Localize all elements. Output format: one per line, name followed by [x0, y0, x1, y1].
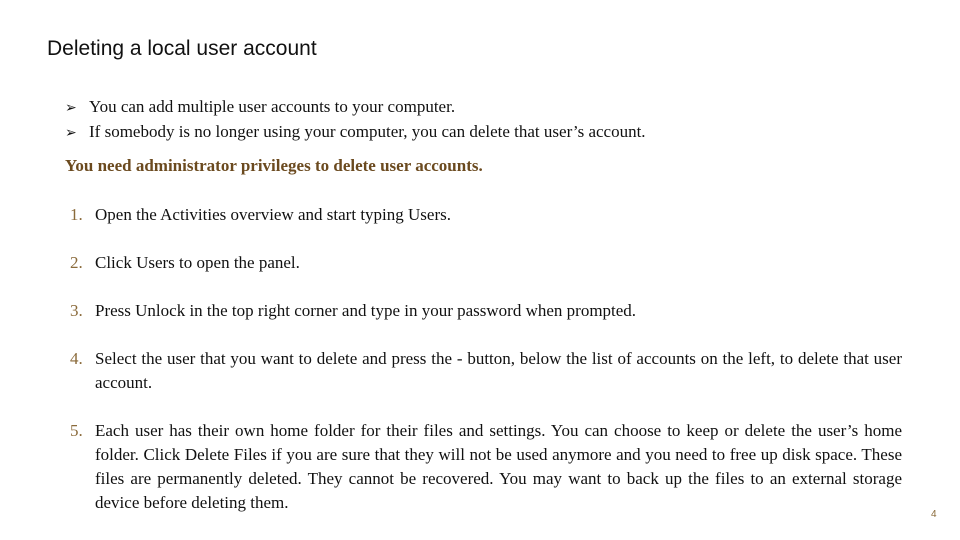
step-item	[70, 419, 902, 515]
bullet-list	[65, 95, 646, 145]
step-text: Each user has their own home folder for their files and settings. You can choose to keep or delete the user’s home folder. Click Delete Files if you are sure that they will not be used anymore and you need to free up disk space. These files are permanently deleted. They cannot be recovered. You may want to back up the files to an external storage device before deleting them.	[95, 421, 902, 512]
arrow-bullet-icon: ➢	[65, 100, 77, 116]
step-number: 1.	[70, 205, 83, 224]
bullet-text: You can add multiple user accounts to your computer.	[89, 97, 456, 116]
step-item	[70, 347, 902, 395]
step-number: 5.	[70, 421, 83, 440]
bullet-text: If somebody is no longer using your computer, you can delete that user’s account.	[89, 122, 646, 141]
admin-note: You need administrator privileges to delete user accounts.	[65, 156, 483, 175]
step-text: Open the Activities overview and start typing Users.	[95, 205, 451, 224]
slide-title: Deleting a local user account	[47, 37, 317, 60]
step-text: Press Unlock in the top right corner and type in your password when prompted.	[95, 301, 637, 320]
step-item	[70, 299, 902, 323]
page-number: 4	[931, 509, 937, 520]
step-text: Click Users to open the panel.	[95, 253, 300, 272]
step-number: 4.	[70, 349, 83, 368]
bullet-item	[65, 95, 646, 120]
step-item	[70, 203, 902, 227]
step-number: 2.	[70, 253, 83, 272]
arrow-bullet-icon: ➢	[65, 125, 77, 141]
step-text: Select the user that you want to delete and press the - button, below the list of accounts on the left, to delete that user account.	[95, 349, 902, 392]
step-number: 3.	[70, 301, 83, 320]
step-item	[70, 251, 902, 275]
bullet-item	[65, 120, 646, 145]
